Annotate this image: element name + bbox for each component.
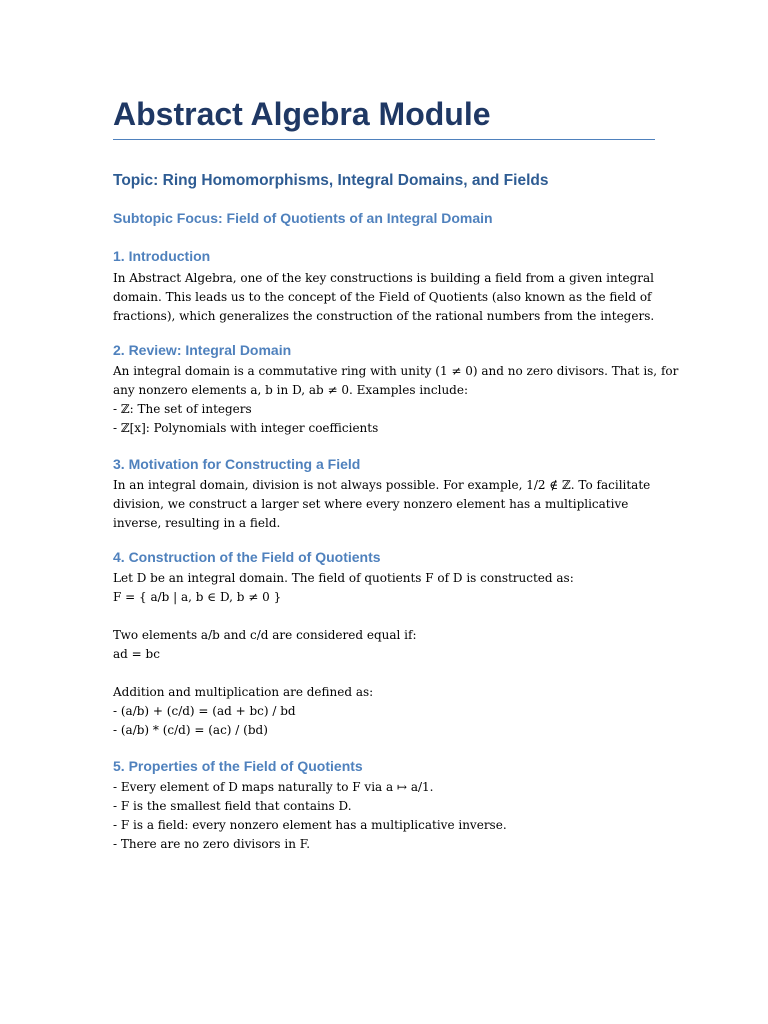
document-title: Abstract Algebra Module — [113, 96, 491, 132]
section-3-heading: 3. Motivation for Constructing a Field — [113, 456, 361, 472]
section-5-heading: 5. Properties of the Field of Quotients — [113, 758, 363, 774]
list-item: - F is a field: every nonzero element has a multiplicative inverse. — [113, 818, 507, 832]
list-item: - (a/b) + (c/d) = (ad + bc) / bd — [113, 704, 296, 718]
topic-heading: Topic: Ring Homomorphisms, Integral Domains, and Fields — [113, 172, 549, 189]
blank-line — [113, 664, 655, 683]
paragraph-line: In Abstract Algebra, one of the key constructions is building a field from a given integral — [113, 271, 655, 285]
paragraph-line: inverse, resulting in a field. — [113, 516, 281, 530]
paragraph-line: fractions), which generalizes the construction of the rational numbers from the integers. — [113, 309, 655, 323]
formula-line: F = { a/b | a, b ∈ D, b ≠ 0 } — [113, 590, 282, 604]
subtopic-heading: Subtopic Focus: Field of Quotients of an Integral Domain — [113, 210, 493, 226]
formula-line: ad = bc — [113, 647, 160, 661]
paragraph-line: Two elements a/b and c/d are considered equal if: — [113, 628, 417, 642]
section-5-text — [113, 778, 655, 854]
paragraph-line: Let D be an integral domain. The field of quotients F of D is constructed as: — [113, 571, 574, 585]
paragraph-line: An integral domain is a commutative ring with unity (1 ≠ 0) and no zero divisors. That is, for — [113, 364, 679, 378]
section-4-heading: 4. Construction of the Field of Quotients — [113, 549, 381, 565]
list-item: - (a/b) * (c/d) = (ac) / (bd) — [113, 723, 268, 737]
section-1-text — [113, 269, 655, 326]
section-2-text — [113, 362, 679, 438]
section-1-heading: 1. Introduction — [113, 248, 211, 264]
section-3-text — [113, 476, 655, 533]
paragraph-line: domain. This leads us to the concept of the Field of Quotients (also known as the field of — [113, 290, 652, 304]
list-item: - ℤ: The set of integers — [113, 402, 252, 416]
blank-line — [113, 607, 655, 626]
section-2-heading: 2. Review: Integral Domain — [113, 342, 292, 358]
list-item: - There are no zero divisors in F. — [113, 837, 311, 851]
list-item: - ℤ[x]: Polynomials with integer coefficients — [113, 421, 379, 435]
paragraph-line: In an integral domain, division is not always possible. For example, 1/2 ∉ ℤ. To facilitate — [113, 478, 651, 492]
list-item: - Every element of D maps naturally to F via a ↦ a/1. — [113, 780, 434, 794]
paragraph-line: Addition and multiplication are defined as: — [113, 685, 374, 699]
list-item: - F is the smallest field that contains D. — [113, 799, 352, 813]
paragraph-line: division, we construct a larger set where every nonzero element has a multiplicative — [113, 497, 629, 511]
section-4-text — [113, 569, 655, 740]
title-divider — [113, 139, 655, 140]
paragraph-line: any nonzero elements a, b in D, ab ≠ 0. Examples include: — [113, 383, 469, 397]
